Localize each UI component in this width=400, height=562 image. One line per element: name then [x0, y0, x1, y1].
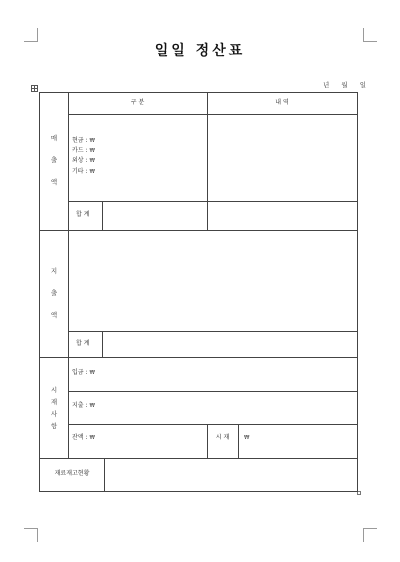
won-sign: ₩ [89, 403, 95, 409]
date-year: 년 [323, 81, 330, 89]
sales-credit-label: 외상 : [72, 157, 88, 164]
row-divider [68, 114, 358, 115]
row-divider [39, 230, 358, 231]
date-month: 월 [341, 81, 348, 89]
expense-label-char: 지 [50, 267, 58, 275]
sales-other-field[interactable] [72, 169, 95, 176]
column-divider [102, 201, 103, 230]
header-details: 내 역 [275, 99, 289, 106]
row-divider [39, 357, 358, 358]
cash-on-hand-label: 시 재 [215, 434, 230, 441]
won-sign: ₩ [89, 169, 95, 175]
date-day: 일 [359, 81, 366, 89]
deposit-label: 입금 : [72, 369, 88, 376]
table-border-left [39, 92, 40, 492]
sales-section-label [48, 133, 60, 186]
row-divider [68, 201, 358, 202]
expense-label-char: 액 [50, 311, 58, 319]
column-divider [104, 458, 105, 491]
cash-label-char: 시 [50, 386, 58, 394]
expense-total-label: 합 계 [76, 340, 90, 347]
sales-label-char: 출 [50, 156, 58, 164]
sales-label-char: 매 [50, 134, 58, 142]
won-sign: ₩ [89, 435, 95, 441]
header-category: 구 분 [130, 99, 145, 106]
table-move-handle-icon[interactable] [31, 85, 38, 92]
sales-cash-label: 현금 : [72, 137, 88, 144]
sales-cash-field[interactable] [72, 138, 95, 145]
won-sign: ₩ [89, 148, 95, 154]
sales-card-label: 카드 : [72, 147, 88, 154]
table-border-top [39, 92, 358, 93]
column-divider [207, 424, 208, 458]
won-sign: ₩ [89, 370, 95, 376]
sales-credit-field[interactable] [72, 158, 95, 165]
sales-total-label: 합 계 [76, 211, 90, 218]
withdrawal-field[interactable] [72, 403, 95, 410]
crop-mark-bottom-right [363, 528, 377, 529]
balance-field[interactable] [72, 435, 95, 442]
cash-on-hand-field[interactable] [242, 435, 249, 442]
won-sign: ₩ [244, 435, 250, 441]
expense-section-label [48, 266, 60, 319]
column-divider [207, 92, 208, 230]
page-title: 일일 정산표 [154, 43, 246, 59]
sales-card-field[interactable] [72, 148, 95, 155]
row-divider [39, 458, 358, 459]
cash-label-char: 재 [50, 398, 58, 406]
inventory-label: 재료재고현황 [54, 470, 90, 477]
cash-label-char: 사 [50, 410, 58, 418]
table-border-right [357, 92, 358, 492]
cash-section-label [48, 385, 60, 430]
column-divider [68, 92, 69, 458]
deposit-field[interactable] [72, 370, 95, 377]
column-divider [238, 424, 239, 458]
won-sign: ₩ [89, 158, 95, 164]
date-line [313, 80, 366, 89]
column-divider [102, 331, 103, 357]
cash-label-char: 항 [50, 422, 58, 430]
row-divider [68, 331, 358, 332]
withdrawal-label: 지출 : [72, 402, 88, 409]
expense-label-char: 출 [50, 289, 58, 297]
sales-label-char: 액 [50, 178, 58, 186]
row-divider [68, 424, 358, 425]
won-sign: ₩ [89, 138, 95, 144]
crop-mark-bottom-left [24, 528, 38, 529]
table-border-bottom [39, 491, 358, 492]
sales-other-label: 기타 : [72, 168, 88, 175]
balance-label: 잔액 : [72, 434, 88, 441]
crop-mark-bottom-right [363, 528, 364, 542]
row-divider [68, 391, 358, 392]
crop-mark-bottom-left [37, 528, 38, 542]
